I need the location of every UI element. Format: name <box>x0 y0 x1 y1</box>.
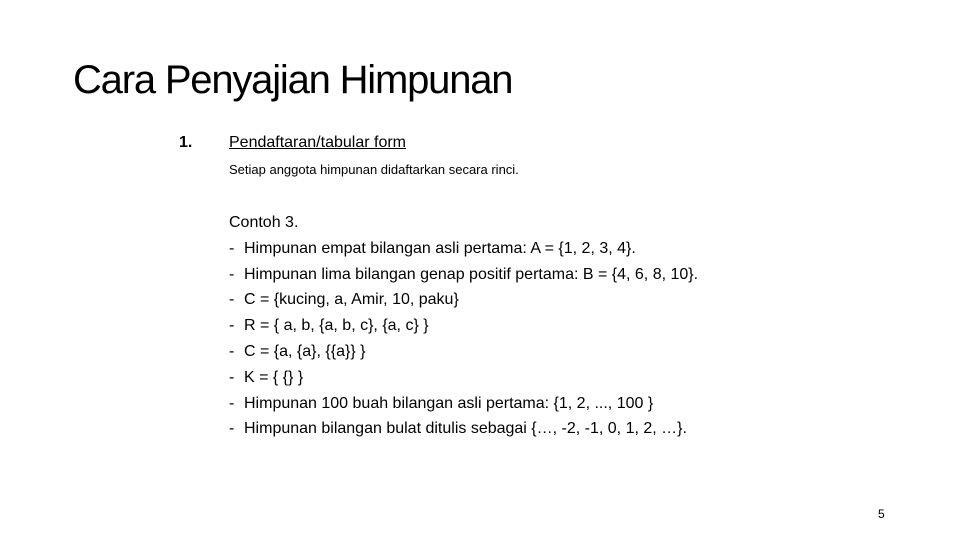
list-item-text: Himpunan bilangan bulat ditulis sebagai {…, -2, -1, 0, 1, 2, …}. <box>244 420 687 438</box>
bullet-dash: - <box>229 291 235 309</box>
list-item-text: C = {kucing, a, Amir, 10, paku} <box>244 291 459 309</box>
section-number: 1. <box>179 134 193 151</box>
list-item <box>229 313 698 339</box>
bullet-dash: - <box>229 265 235 283</box>
list-item <box>229 365 698 391</box>
bullet-dash: - <box>229 317 235 335</box>
list-item <box>229 287 698 313</box>
bullet-dash: - <box>229 420 235 438</box>
section-description: Setiap anggota himpunan didaftarkan secara rinci. <box>229 162 519 177</box>
list-item-text: R = { a, b, {a, b, c}, {a, c} } <box>244 317 429 335</box>
list-item-text: C = {a, {a}, {{a}} } <box>244 342 366 360</box>
list-item <box>229 339 698 365</box>
list-item <box>229 236 698 262</box>
slide-title: Cara Penyajian Himpunan <box>73 58 513 102</box>
bullet-dash: - <box>229 394 235 412</box>
list-item <box>229 391 698 417</box>
example-block <box>229 210 698 442</box>
page-number: 5 <box>878 507 885 521</box>
list-item <box>229 262 698 288</box>
section-heading: Pendaftaran/tabular form <box>229 134 406 151</box>
bullet-dash: - <box>229 239 235 257</box>
list-item-text: K = { {} } <box>244 368 304 386</box>
example-list <box>229 236 698 442</box>
list-item-text: Himpunan lima bilangan genap positif pertama: B = {4, 6, 8, 10}. <box>244 265 699 283</box>
list-item-text: Himpunan 100 buah bilangan asli pertama: {1, 2, ..., 100 } <box>244 394 654 412</box>
bullet-dash: - <box>229 368 235 386</box>
example-title: Contoh 3. <box>229 214 299 231</box>
list-item-text: Himpunan empat bilangan asli pertama: A = {1, 2, 3, 4}. <box>244 239 636 257</box>
list-item <box>229 416 698 442</box>
bullet-dash: - <box>229 342 235 360</box>
